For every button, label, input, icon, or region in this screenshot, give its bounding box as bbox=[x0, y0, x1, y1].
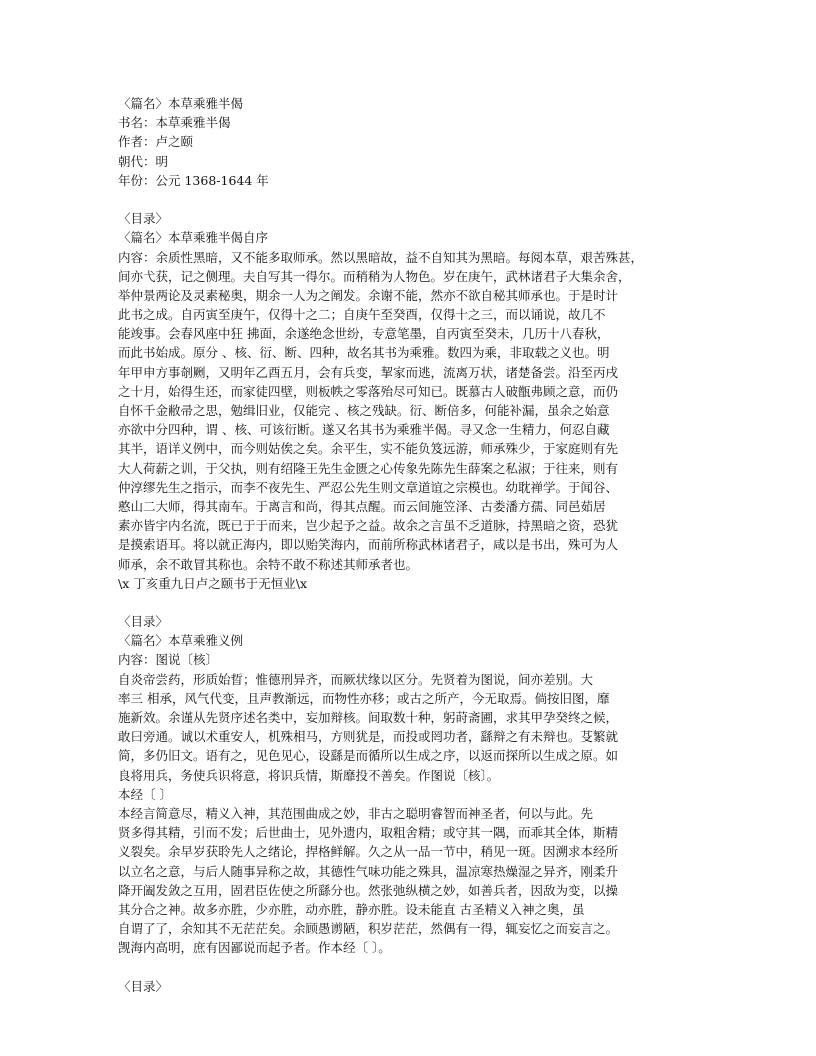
text-line: 其半，语详义例中，而今则姑俟之矣。余平生，实不能负笈远游，师承殊少，于家庭则有先 bbox=[118, 441, 619, 457]
blank-line bbox=[118, 190, 808, 209]
text-line: 自炎帝尝药，形质始晢；惟德刑异齐，而厥状缘以区分。先贤着为图说，间亦差别。大 bbox=[118, 671, 594, 687]
blank-line bbox=[118, 593, 808, 612]
text-line: 其分合之神。故多亦胜，少亦胜，动亦胜，静亦胜。设未能直 古圣精义入神之奥，虽 bbox=[118, 901, 585, 917]
text-line: 本经言简意尽，精义入神，其范围曲成之妙，非古之聪明睿智而神圣者，何以与此。先 bbox=[118, 805, 594, 821]
text-line: 间亦弋获，记之侧理。夫自写其一得尔。而稍稍为人物色。岁在庚午，武林诸君子大集余舍， bbox=[118, 268, 631, 284]
text-line: 能竣事。会春风座中狂 拂面，余遂绝念世纷，专意笔墨，自丙寅至癸未，几历十八春秋， bbox=[118, 326, 610, 342]
section-preface bbox=[118, 209, 808, 593]
text-line: 〈篇名〉本草乘雅半偈自序 bbox=[118, 230, 269, 246]
text-line: 觊海内高明，庶有因鄙说而起予者。作本经〔 〕。 bbox=[118, 940, 391, 956]
text-line: 素亦皆宇内名流，既已于于而来，岂少起予之益。故余之言虽不乏道脉，持黑暗之资，恐犹 bbox=[118, 518, 619, 534]
text-line: 举仲景两论及灵素秘奥，期余一人为之阐发。余谢不能，然亦不欲自秘其师承也。于是时计 bbox=[118, 287, 619, 303]
text-line: 大人荷薪之训，于父执，则有绍隆王先生金匮之心传象先陈先生薛案之私淑；于往来，则有 bbox=[118, 460, 619, 476]
document-page bbox=[118, 94, 808, 996]
text-line: 亦欲中分四种，谓 、核、可该衍断。遂又名其书为乘雅半偈。寻又念一生精力，何忍自藏 bbox=[118, 422, 610, 438]
text-line: 〈目录〉 bbox=[118, 211, 169, 227]
text-line: 师承，余不敢冒其称也。余特不敢不称述其师承者也。 bbox=[118, 556, 419, 572]
text-line: 朝代：明 bbox=[118, 153, 169, 169]
text-line: \x 丁亥重九日卢之颐书于无恒业\x bbox=[118, 575, 307, 591]
text-line: 义裂矣。余早岁获聆先人之绪论，捍格鲜解。久之从一品一节中，稍见一斑。因溯求本经所 bbox=[118, 844, 619, 860]
text-line: 〈目录〉 bbox=[118, 614, 169, 630]
text-line: 自怀千金敝帚之思，勉缉旧业，仅能完 、核之残缺。衍、断倍多，何能补漏，虽余之始意 bbox=[118, 403, 610, 418]
text-line: 简，多仍旧文。语有之，见色见心，设繇是而循所以生成之序，以返而探所以生成之原。如 bbox=[118, 748, 619, 764]
text-line: 作者：卢之颐 bbox=[118, 134, 194, 150]
section-guidelines bbox=[118, 612, 808, 957]
text-line: 内容：图说〔核〕 bbox=[118, 652, 219, 668]
text-line: 良将用兵，务使兵识将意，将识兵情，斯靡投不善矣。作图说〔核〕。 bbox=[118, 767, 500, 783]
text-line: 自谓了了，余知其不无茫茫矣。余顾愚谫陋，积岁茫茫，然偶有一得，辄妄忆之而妄言之。 bbox=[118, 921, 619, 937]
text-line: 而此书始成。原分 、核、衍、断、四种，故名其书为乘雅。数四为乘，非取载之义也。明 bbox=[118, 345, 610, 361]
text-line: 本经〔 〕 bbox=[118, 786, 172, 802]
text-line: 施新效。余谨从先贤序述名类中，妄加辩核。间取数十种，躬莳斋圃，求其甲孕癸终之候， bbox=[118, 710, 619, 725]
section-toc bbox=[118, 977, 808, 996]
text-line: 此书之成。自丙寅至庚午，仅得十之二；自庚午至癸酉，仅得十之三，而以诵说，故几不 bbox=[118, 307, 606, 323]
text-line: 降开阖发敛之互用，固君臣佐使之所繇分也。然张弛纵横之妙，如善兵者，因敌为变，以操 bbox=[118, 882, 619, 898]
text-line: 憨山二大师，得其南车。于离言和尚，得其点醒。而云间施笠泽、古娄潘方孺、同邑茹居 bbox=[118, 498, 606, 514]
text-line: 敢曰旁通。诚以术重安人，机殊相马，方则犹是，而投或罔功者，繇辩之有未辩也。芟繁就 bbox=[118, 729, 619, 745]
text-line: 〈目录〉 bbox=[118, 978, 169, 994]
text-line: 年甲申方事剞劂，又明年乙酉五月，会有兵变，挈家而逃，流离万状，诸楚备尝。沿至丙戌 bbox=[118, 364, 619, 380]
text-line: 之十月，始得生还，而家徒四壁，则板帙之零落殆尽可知已。既慕古人破甑弗顾之意，而仍 bbox=[118, 383, 619, 399]
book-metadata bbox=[118, 94, 808, 190]
text-line: 年份：公元 1368-1644 年 bbox=[118, 172, 269, 188]
text-line: 贤多得其精，引而不发；后世曲士，见外遗内，取粗舍精；或守其一隅，而乖其全体，斯精 bbox=[118, 825, 619, 841]
text-line: 仲淳缪先生之指示，而李不夜先生、严忍公先生则文章道谊之宗模也。幼耽禅学。于闻谷、 bbox=[118, 479, 619, 495]
text-line: 内容：余质性黑暗，又不能多取师承。然以黑暗故，益不自知其为黑暗。每阅本草，艰苦殊甚， bbox=[118, 249, 644, 265]
text-line: 是摸索语耳。将以就正海内，即以贻笑海内，而前所称武林诸君子，咸以是书出，殊可为人 bbox=[118, 537, 619, 553]
text-line: 〈篇名〉本草乘雅半偈 bbox=[118, 96, 244, 111]
text-line: 率三 相承，风气代变，且声教渐远，而物性亦移；或古之所产，今无取焉。倘按旧图，靡 bbox=[118, 690, 610, 706]
text-line: 书名：本草乘雅半偈 bbox=[118, 115, 231, 131]
text-line: 以立名之意，与后人随事异称之故，其德性气味功能之殊具，温凉寒热燥湿之异齐，刚柔升 bbox=[118, 863, 619, 879]
text-line: 〈篇名〉本草乘雅义例 bbox=[118, 633, 244, 649]
blank-line bbox=[118, 957, 808, 976]
